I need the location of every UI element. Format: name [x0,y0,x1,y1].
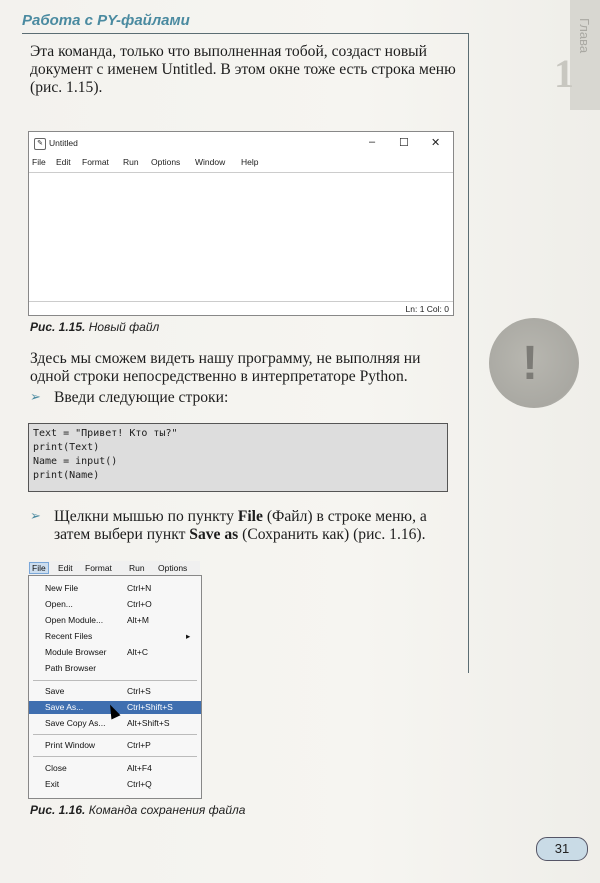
submenu-arrow-icon: ▸ [186,631,191,641]
idle-menubar [29,154,453,170]
header-rule [22,33,468,34]
margin-rule [468,33,469,673]
menu-format[interactable]: Format [85,563,112,573]
menu-file[interactable]: File [29,562,49,574]
menu-item-path-browser[interactable]: Path Browser [45,663,97,673]
menu-item-save-copy-as[interactable]: Save Copy As... Alt+Shift+S [45,718,170,728]
paragraph-untitled: Эта команда, только что выполненная тобой, создаст новый документ с именем Untitled. В этом окне тоже есть строка меню (рис. 1.15). [30,43,456,96]
menu-run[interactable]: Run [129,563,145,573]
idle-untitled-window [28,131,454,316]
menu-separator [33,756,197,757]
chapter-label: Глава [577,18,592,54]
status-bar [29,301,453,315]
menu-separator [33,680,197,681]
file-menu-dropdown [28,575,202,799]
bullet-arrow-icon: ➢ [30,509,41,524]
maximize-icon[interactable]: ☐ [399,137,409,149]
editor-area[interactable] [29,172,453,302]
menu-options[interactable]: Options [151,157,181,167]
code-line: print(Name) [33,470,100,481]
menu-item-close[interactable]: Close Alt+F4 [45,763,152,773]
menu-edit[interactable]: Edit [58,563,73,573]
menu-item-module-browser[interactable]: Module Browser Alt+C [45,647,149,657]
menu-item-save-as[interactable]: Save As... Ctrl+Shift+S [29,701,201,714]
python-file-icon: ✎ [34,138,46,150]
menu-separator [33,734,197,735]
figure-caption-1-16: Рис. 1.16. Команда сохранения файла [30,803,246,817]
menu-item-recent-files[interactable]: Recent Files ▸ [45,631,191,641]
menu-file[interactable]: File [32,157,46,167]
menu-item-print-window[interactable]: Print Window Ctrl+P [45,740,151,750]
bullet-arrow-icon: ➢ [30,390,41,405]
cursor-position: Ln: 1 Col: 0 [405,304,449,314]
paragraph-program: Здесь мы сможем видеть нашу программу, не выполняя ни одной строки непосредственно в интерпретаторе Python. [30,350,421,385]
window-title: Untitled [49,138,78,148]
menu-help[interactable]: Help [241,157,259,167]
code-line: Name = input() [33,456,118,467]
code-line: print(Text) [33,442,100,453]
menu-item-open[interactable]: Open... Ctrl+O [45,599,152,609]
chapter-tab [570,0,600,110]
code-line: Text = "Привет! Кто ты?" [33,428,178,439]
minimize-icon[interactable]: – [369,136,376,148]
menu-item-save[interactable]: Save Ctrl+S [45,686,151,696]
menu-options[interactable]: Options [158,563,188,573]
running-header: Работа с PY-файлами [22,12,190,29]
menu-item-exit[interactable]: Exit Ctrl+Q [45,779,152,789]
window-titlebar [29,132,453,154]
chapter-number: 1 [554,51,574,96]
menu-item-open-module[interactable]: Open Module... Alt+M [45,615,149,625]
menu-edit[interactable]: Edit [56,157,71,167]
book-page: Глава 1 Работа с PY-файлами ! Эта команда, только что выполненная тобой, создаст новый документ с именем Untitled. В этом окне тоже есть строка меню (рис. 1.15). ✎ Untitled – ☐ ✕ File Edit Format Run Options Window Help Ln: 1 Col: 0 Рис. 1.15. Новый файл Здесь мы сможем видеть нашу программу, не выполняя ни одной строки непосредственно в интерпретаторе Python. ➢ Введи следующие строки: Text = "Привет! Кто ты?" print(Text) Name = input() print(Name) ➢ Щелкни мышью по пункту File (Файл) в строке меню, а затем выбери пункт Save as (Сохранить как) (рис. 1.16). File Edit Format Run Options New File Ctrl+N Open... Ctrl+O Open Module... Alt+M Recent Files ▸ Module Browser Alt+C Path Browser Save Ctrl+S Save As... Ctrl+Shift+S Save Copy As... Alt+Shift+S Print Window Ctrl+P Close Alt+F4 Exit Ctrl+Q Рис. 1.16. Команда сохранения файла 31 [0,0,600,883]
page-number: 31 [536,837,588,861]
menu-run[interactable]: Run [123,157,139,167]
exclamation-icon: ! [489,318,579,408]
figure-caption-1-15: Рис. 1.15. Новый файл [30,320,160,334]
idle-menubar [28,561,200,575]
menu-format[interactable]: Format [82,157,109,167]
code-block [28,423,448,492]
idle-file-menu-screenshot [28,561,200,797]
menu-window[interactable]: Window [195,157,226,167]
close-icon[interactable]: ✕ [431,137,441,149]
menu-item-new-file[interactable]: New File Ctrl+N [45,583,152,593]
